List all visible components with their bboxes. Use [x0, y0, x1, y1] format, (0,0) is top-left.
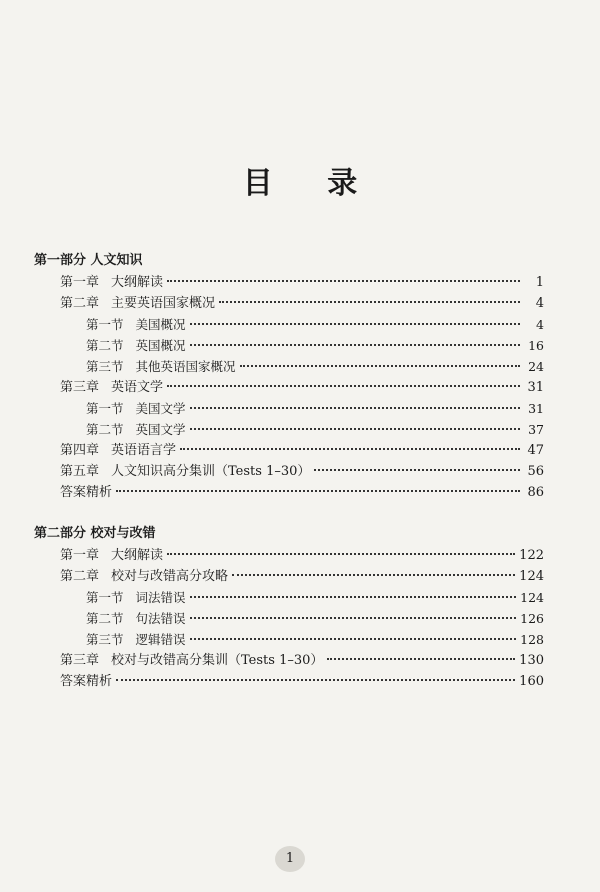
- toc-section-entry: [34, 629, 544, 650]
- entry-label: 第三节: [86, 359, 124, 374]
- toc-chapter-entry: [34, 440, 544, 461]
- toc-chapter-entry: [34, 671, 544, 692]
- toc-section-entry: [34, 356, 544, 377]
- entry-label: 第一节: [86, 590, 124, 605]
- toc-section-entry: [34, 335, 544, 356]
- entry-page-number: 1: [535, 275, 544, 290]
- toc-chapter-entry: [34, 482, 544, 503]
- entry-title: 句法错误: [135, 611, 186, 626]
- entry-title: 其他英语国家概况: [135, 359, 236, 374]
- dot-leader: [180, 448, 520, 450]
- toc-chapter-entry: [34, 650, 544, 671]
- page-title: 目 录: [242, 166, 380, 201]
- dot-leader: [167, 553, 515, 555]
- entry-title: 英国文学: [135, 422, 186, 437]
- dot-leader: [116, 490, 520, 492]
- toc-chapter-entry: [34, 566, 544, 587]
- entry-title: 人文知识高分集训（Tests 1–30）: [111, 464, 311, 479]
- entry-title: 校对与改错高分集训（Tests 1–30）: [111, 653, 324, 668]
- entry-label: 第二章: [60, 569, 100, 584]
- entry-label: 第一章: [60, 275, 100, 290]
- entry-title: 逻辑错误: [135, 632, 186, 647]
- entry-label: 第一节: [86, 401, 124, 416]
- entry-page-number: 130: [519, 653, 544, 668]
- dot-leader: [327, 658, 515, 660]
- entry-page-number: 24: [528, 359, 544, 374]
- entry-label: 第二节: [86, 422, 124, 437]
- entry-page-number: 124: [519, 569, 544, 584]
- entry-page-number: 56: [527, 464, 544, 479]
- dot-leader: [190, 344, 520, 346]
- dot-leader: [190, 596, 517, 598]
- dot-leader: [116, 679, 515, 681]
- entry-label: 第三章: [60, 653, 100, 668]
- entry-label: 第二节: [86, 611, 124, 626]
- entry-title: 词法错误: [135, 590, 186, 605]
- dot-leader: [167, 385, 520, 387]
- toc-section-entry: [34, 419, 544, 440]
- dot-leader: [190, 638, 517, 640]
- entry-page-number: 128: [520, 632, 544, 647]
- entry-label: 第三章: [60, 380, 100, 395]
- toc-section-entry: [34, 608, 544, 629]
- toc-section-entry: [34, 314, 544, 335]
- entry-title: 英语语言学: [111, 443, 177, 458]
- entry-label: 第二节: [86, 338, 124, 353]
- entry-title: 英语文学: [111, 380, 164, 395]
- toc-chapter-entry: [34, 377, 544, 398]
- entry-page-number: 4: [536, 317, 544, 332]
- entry-page-number: 126: [520, 611, 544, 626]
- part-heading: 第一部分 人文知识: [34, 253, 143, 268]
- table-of-contents: [34, 250, 544, 692]
- entry-title: 大纲解读: [111, 275, 164, 290]
- entry-label: 第二章: [60, 296, 100, 311]
- entry-page-number: 31: [528, 401, 544, 416]
- page-number: 1: [275, 846, 305, 872]
- entry-title: 美国概况: [135, 317, 186, 332]
- toc-section-entry: [34, 587, 544, 608]
- entry-label: 第五章: [60, 464, 100, 479]
- dot-leader: [240, 365, 520, 367]
- dot-leader: [219, 301, 520, 303]
- dot-leader: [190, 323, 520, 325]
- entry-label: 第三节: [86, 632, 124, 647]
- toc-chapter-entry: [34, 272, 544, 293]
- entry-label: 第一节: [86, 317, 124, 332]
- dot-leader: [190, 407, 520, 409]
- part-heading: 第二部分 校对与改错: [34, 526, 156, 541]
- toc-section-entry: [34, 398, 544, 419]
- entry-title: 主要英语国家概况: [111, 296, 216, 311]
- dot-leader: [314, 469, 520, 471]
- entry-page-number: 4: [535, 296, 544, 311]
- toc-chapter-entry: [34, 545, 544, 566]
- entry-page-number: 160: [519, 674, 544, 689]
- entry-page-number: 16: [528, 338, 544, 353]
- entry-title: 大纲解读: [111, 548, 164, 563]
- entry-title: 英国概况: [135, 338, 186, 353]
- entry-page-number: 124: [520, 590, 544, 605]
- entry-page-number: 122: [519, 548, 544, 563]
- dot-leader: [190, 428, 520, 430]
- entry-label: 第四章: [60, 443, 100, 458]
- entry-label: 答案精析: [60, 674, 113, 689]
- entry-title: 校对与改错高分攻略: [111, 569, 229, 584]
- toc-chapter-entry: [34, 461, 544, 482]
- dot-leader: [167, 280, 520, 282]
- entry-page-number: 37: [528, 422, 544, 437]
- entry-title: 美国文学: [135, 401, 186, 416]
- entry-label: 答案精析: [60, 485, 113, 500]
- entry-label: 第一章: [60, 548, 100, 563]
- entry-page-number: 47: [527, 443, 544, 458]
- dot-leader: [232, 574, 515, 576]
- dot-leader: [190, 617, 517, 619]
- entry-page-number: 31: [527, 380, 544, 395]
- entry-page-number: 86: [527, 485, 544, 500]
- toc-chapter-entry: [34, 293, 544, 314]
